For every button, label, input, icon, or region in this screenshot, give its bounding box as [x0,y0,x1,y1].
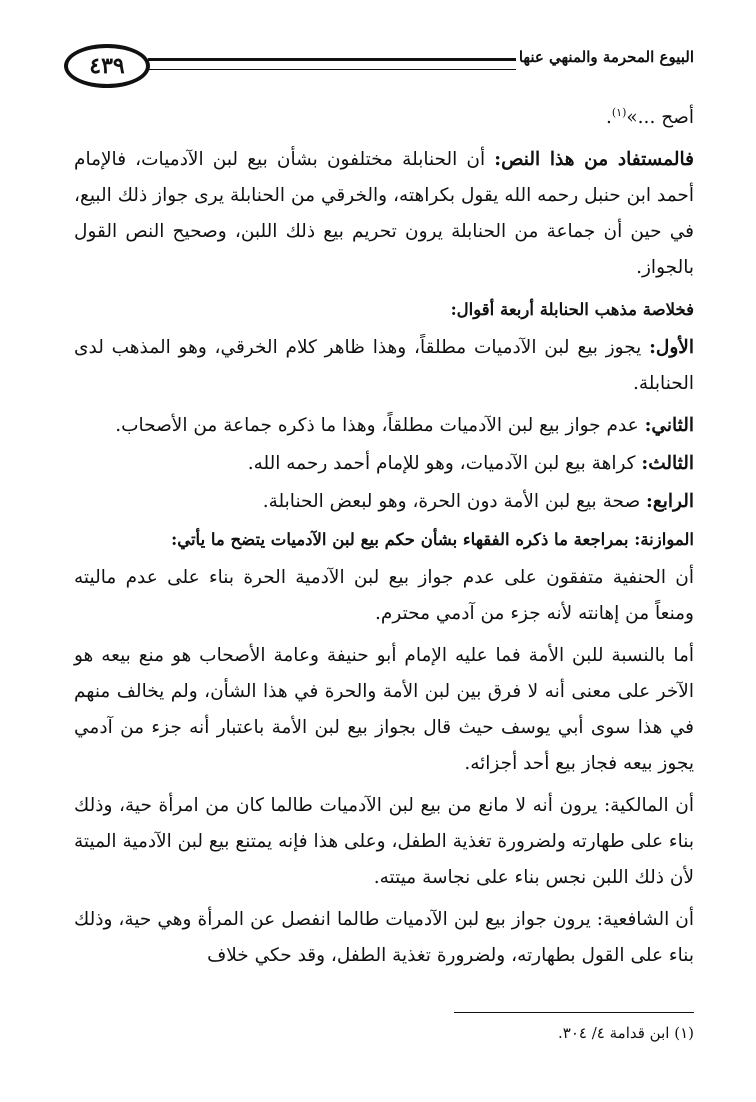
paragraph-7: أما بالنسبة للبن الأمة فما عليه الإمام أبو حنيفة وعامة الأصحاب هو منع بيعه هو الآخر على معنى أنه لا فرق بين لبن الأمة والحرة في هذا الشأن، ولم يخالف منهم في هذا سوى أبي يوسف حيث قال بجواز بيع لبن الأمة باعتبار أنه جزء من آدمي يجوز بيعه فجاز بيع أحد أجزائه. [74,645,694,774]
footnote-ref[interactable]: (١) [611,105,627,119]
paragraph-6: أن الحنفية متفقون على عدم جواز بيع لبن الآدمية الحرة بناء على عدم ماليته ومنعاً من إهانته لأنه جزء من آدمي محترم. [74,567,694,624]
footnote [74,1024,694,1042]
header-rule [148,58,516,70]
paragraph-text: أن الحنابلة مختلفون بشأن بيع لبن الآدميات، فالإمام أحمد ابن حنبل رحمه الله يقول بكراهته، والخرقي من الحنابلة يرى جواز ذلك البيع، في حين أن جماعة من الحنابلة يرون تحريم بيع ذلك اللبن، وصحيح النص القول بالجواز. [74,149,694,278]
paragraph-1 [74,142,694,286]
section-heading: فخلاصة مذهب الحنابلة أربعة أقوال: [450,300,694,319]
footnote-rule [454,1012,694,1013]
paragraph-text: صحة بيع لبن الأمة دون الحرة، وهو لبعض الحنابلة. [262,491,647,512]
paragraph-end: . [605,107,612,128]
paragraph-text: كراهة بيع لبن الآدميات، وهو للإمام أحمد رحمه الله. [247,453,642,474]
paragraph-label: الثاني: [644,415,694,436]
paragraph-2 [74,330,694,402]
footnote-marker: (١) [674,1024,694,1042]
running-title: البيوع المحرمة والمنهي عنها [518,48,694,66]
paragraph-3 [74,408,694,444]
page-number: ٤٣٩ [64,44,150,88]
footnote-text: ابن قدامة ٤/ ٣٠٤. [558,1024,675,1042]
paragraph-label: فالمستفاد من هذا النص: [494,149,694,170]
page-header [64,38,694,88]
paragraph-label: الأول: [649,337,694,358]
paragraph-text: يجوز بيع لبن الآدميات مطلقاً، وهذا ظاهر كلام الخرقي، وهو المذهب لدى الحنابلة. [74,337,694,394]
paragraph-text: عدم جواز بيع لبن الآدميات مطلقاً، وهذا ما ذكره جماعة من الأصحاب. [115,415,645,436]
paragraph-label: الرابع: [646,491,694,512]
comparison-heading [74,522,694,558]
paragraph-label: الثالث: [641,453,694,474]
paragraph-8: أن المالكية: يرون أنه لا مانع من بيع لبن الآدميات طالما كان من امرأة حية، وذلك بناء على طهارته ولضرورة تغذية الطفل، وعلى هذا فإنه يمتنع بيع لبن الآدمية الميتة لأن ذلك اللبن نجس بناء على نجاسة ميتته. [74,795,694,888]
paragraph-4 [74,446,694,482]
heading-label: الموازنة: [634,530,694,549]
paragraph-0 [74,100,694,136]
main-text [74,100,694,980]
paragraph-9: أن الشافعية: يرون جواز بيع لبن الآدميات طالما انفصل عن المرأة وهي حية، وذلك بناء على القول بطهارته، ولضرورة تغذية الطفل، وقد حكي خلاف [74,909,694,966]
paragraph-text: أصح ...» [626,107,694,128]
paragraph-5 [74,484,694,520]
heading-text: بمراجعة ما ذكره الفقهاء بشأن حكم بيع لبن الآدميات يتضح ما يأتي: [171,530,635,549]
